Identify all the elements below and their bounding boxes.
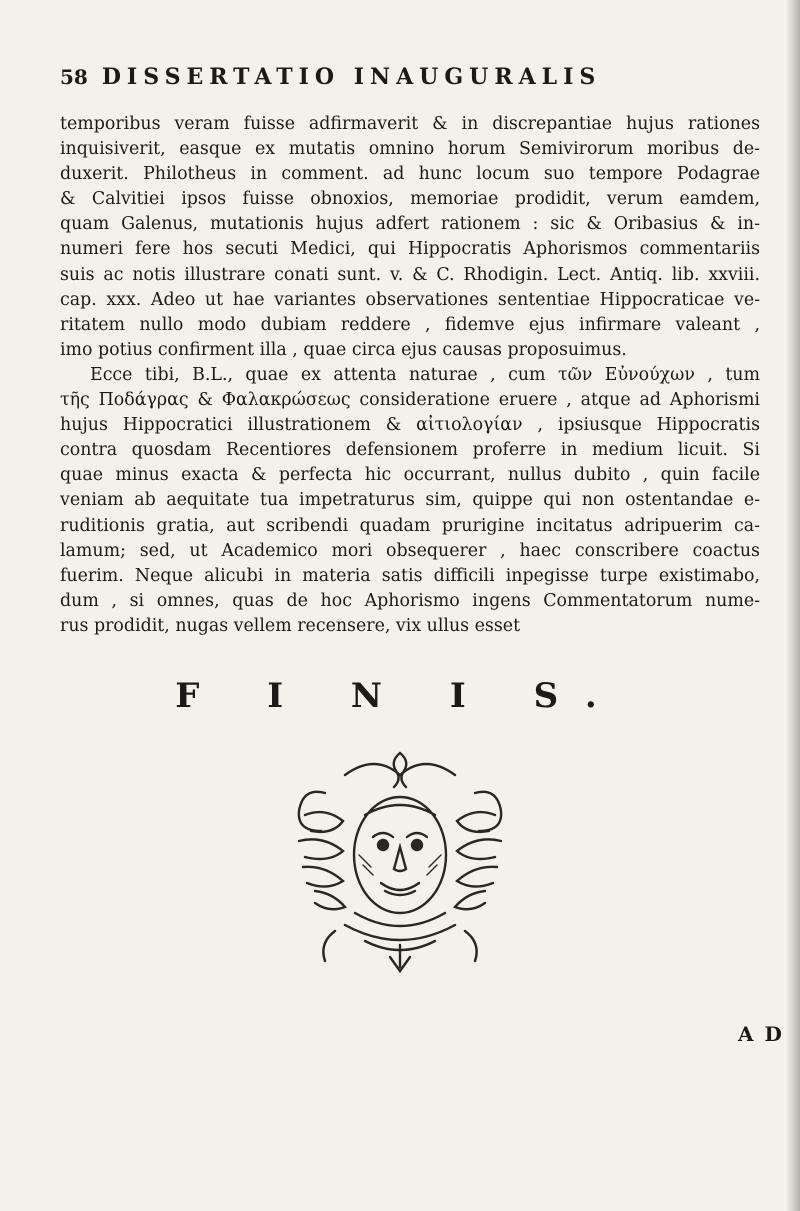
text-line: quae minus exacta & perfecta hic occurrant, nullus dubito , quin facile	[60, 465, 760, 486]
body-text	[60, 112, 760, 639]
text-line: & Calvitiei ipsos fuisse obnoxios, memoriae prodidit, verum eamdem,	[60, 189, 760, 210]
text-line: rus prodidit, nugas vellem recensere, vix ullus esset	[60, 615, 521, 636]
text-line: cap. xxx. Adeo ut hae variantes observationes sententiae Hippocraticae ve-	[60, 289, 760, 310]
text-line: ruditionis gratia, aut scribendi quadam prurigine incitatus adripuerim ca-	[60, 515, 760, 536]
text-line: fuerim. Neque alicubi in materia satis difficili inpegisse turpe existimabo,	[60, 565, 760, 586]
finis-heading: F I N I S.	[175, 676, 625, 716]
text-line: contra quosdam Recentiores defensionem proferre in medium licuit. Si	[60, 440, 760, 461]
text-line: imo potius confirment illa , quae circa ejus causas proposuimus.	[60, 339, 627, 360]
text-line: temporibus veram fuisse adfirmaverit & in discrepantiae hujus rationes	[60, 114, 760, 134]
text-line: numeri fere hos secuti Medici, qui Hippocratis Aphorismos commentariis	[60, 239, 760, 260]
text-line: ritatem nullo modo dubiam reddere , fidemve ejus infirmare valeant ,	[60, 314, 760, 335]
text-line: duxerit. Philotheus in comment. ad hunc locum suo tempore Podagrae	[60, 164, 760, 185]
grotesque-mask-ornament-icon	[285, 745, 515, 980]
page-number: 58	[60, 65, 88, 89]
text-line: dum , si omnes, quas de hoc Aphorismo ingens Commentatorum nume-	[60, 590, 760, 611]
text-line: quam Galenus, mutationis hujus adfert rationem : sic & Oribasius & in-	[60, 214, 760, 235]
text-line: veniam ab aequitate tua impetraturus sim, quippe qui non ostentandae e-	[60, 490, 760, 511]
running-title: DISSERTATIO INAUGURALIS	[101, 64, 602, 90]
catchword: A D	[738, 1022, 784, 1046]
text-line: Ecce tibi, B.L., quae ex attenta naturae , cum τῶν Εὐνούχων , tum	[90, 364, 760, 385]
text-line: inquisiverit, easque ex mutatis omnino horum Semivirorum moribus de-	[60, 139, 760, 160]
text-line: τῆς Ποδάγρας & Φαλακρώσεως consideratione eruere , atque ad Aphorismi	[60, 390, 760, 411]
page-header	[60, 64, 760, 104]
page-edge-shadow	[786, 0, 800, 1211]
text-line: suis ac notis illustrare conati sunt. v. & C. Rhodigin. Lect. Antiq. lib. xxviii.	[60, 264, 760, 285]
text-line: hujus Hippocratici illustrationem & αἰτιολογίαν , ipsiusque Hippocratis	[60, 415, 760, 436]
text-line: lamum; sed, ut Academico mori obsequerer , haec conscribere coactus	[60, 540, 760, 561]
